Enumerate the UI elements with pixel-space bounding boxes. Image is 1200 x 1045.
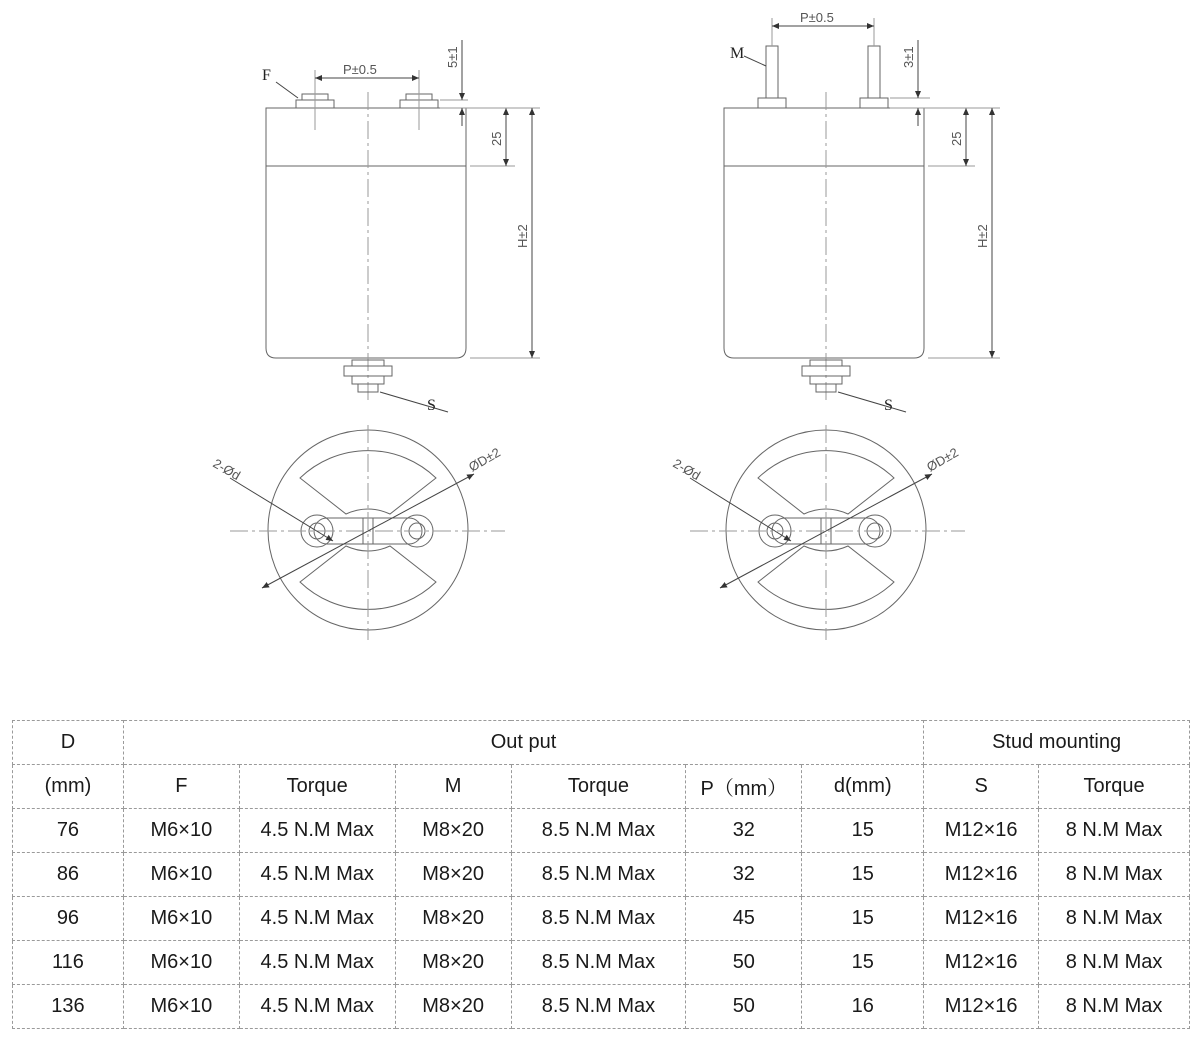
table-row	[13, 985, 1190, 1029]
table-cell: 15	[802, 809, 924, 853]
table-cell: M6×10	[123, 897, 239, 941]
capacitor-body	[266, 108, 466, 358]
table-row	[13, 809, 1190, 853]
header-cell: P（mm）	[686, 765, 802, 809]
header-cell: Torque	[511, 765, 686, 809]
header-cell: F	[123, 765, 239, 809]
table-cell: 136	[13, 985, 124, 1029]
capacitor-body	[724, 108, 924, 358]
table-cell: 8.5 N.M Max	[511, 897, 686, 941]
right-view-labels	[671, 10, 991, 483]
right-terminal-label: M	[730, 45, 745, 62]
table-cell: 50	[686, 985, 802, 1029]
table-cell: M6×10	[123, 985, 239, 1029]
right-terminal-height-label: 3±1	[901, 46, 916, 68]
right-hole-label: 2-Ød	[670, 455, 704, 484]
table-cell: 116	[13, 941, 124, 985]
table-cell: 8 N.M Max	[1039, 809, 1190, 853]
table-cell: M12×16	[924, 985, 1039, 1029]
header-stud-mounting: Stud mounting	[924, 721, 1190, 765]
table-cell: M6×10	[123, 809, 239, 853]
table-row	[13, 897, 1190, 941]
header-cell: Torque	[239, 765, 395, 809]
right-cap-height-label: 25	[949, 131, 964, 146]
table-cell: M6×10	[123, 853, 239, 897]
left-height-label: H±2	[515, 224, 530, 248]
table-cell: M6×10	[123, 941, 239, 985]
table-cell: 8 N.M Max	[1039, 853, 1190, 897]
table-cell: M12×16	[924, 809, 1039, 853]
right-side-view	[690, 18, 1000, 640]
table-header-sub	[13, 765, 1190, 809]
table-cell: 4.5 N.M Max	[239, 853, 395, 897]
table-cell: M8×20	[395, 853, 511, 897]
table-cell: 8 N.M Max	[1039, 897, 1190, 941]
table-cell: 45	[686, 897, 802, 941]
right-pitch-label: P±0.5	[800, 10, 834, 25]
table-cell: 86	[13, 853, 124, 897]
header-cell: Torque	[1039, 765, 1190, 809]
table-cell: 4.5 N.M Max	[239, 985, 395, 1029]
header-d: D	[13, 721, 124, 765]
table-cell: 4.5 N.M Max	[239, 809, 395, 853]
table-cell: 8 N.M Max	[1039, 985, 1190, 1029]
table-cell: 32	[686, 853, 802, 897]
table-cell: M8×20	[395, 897, 511, 941]
right-diameter-label: ØD±2	[924, 444, 961, 475]
table-cell: 15	[802, 941, 924, 985]
left-stud-label: S	[427, 397, 436, 414]
header-cell: M	[395, 765, 511, 809]
table-cell: M8×20	[395, 985, 511, 1029]
header-output: Out put	[123, 721, 923, 765]
left-terminal-label: F	[262, 67, 271, 84]
table-cell: 76	[13, 809, 124, 853]
header-cell: (mm)	[13, 765, 124, 809]
table-cell: 8.5 N.M Max	[511, 853, 686, 897]
left-hole-label: 2-Ød	[210, 455, 244, 484]
header-cell: S	[924, 765, 1039, 809]
table-cell: M12×16	[924, 941, 1039, 985]
table-cell: 32	[686, 809, 802, 853]
table-cell: 8.5 N.M Max	[511, 985, 686, 1029]
table-cell: 15	[802, 897, 924, 941]
table-row	[13, 853, 1190, 897]
table-cell: 4.5 N.M Max	[239, 897, 395, 941]
table-cell: 8.5 N.M Max	[511, 809, 686, 853]
table-cell: 15	[802, 853, 924, 897]
table-cell: M8×20	[395, 809, 511, 853]
left-terminal-height-label: 5±1	[445, 46, 460, 68]
right-stud-label: S	[884, 397, 893, 414]
left-pitch-label: P±0.5	[343, 62, 377, 77]
stud-right	[868, 46, 880, 98]
left-view-labels	[211, 46, 531, 483]
stud-left	[766, 46, 778, 98]
table-cell: M12×16	[924, 897, 1039, 941]
table-cell: 50	[686, 941, 802, 985]
table-cell: 4.5 N.M Max	[239, 941, 395, 985]
left-side-view	[230, 40, 540, 640]
spec-table	[12, 720, 1190, 1029]
table-row	[13, 941, 1190, 985]
table-cell: 96	[13, 897, 124, 941]
header-cell: d(mm)	[802, 765, 924, 809]
table-cell: M8×20	[395, 941, 511, 985]
table-cell: 16	[802, 985, 924, 1029]
table-cell: M12×16	[924, 853, 1039, 897]
right-height-label: H±2	[975, 224, 990, 248]
table-cell: 8.5 N.M Max	[511, 941, 686, 985]
table-header-top	[13, 721, 1190, 765]
table-cell: 8 N.M Max	[1039, 941, 1190, 985]
left-diameter-label: ØD±2	[466, 444, 503, 475]
left-cap-height-label: 25	[489, 131, 504, 146]
